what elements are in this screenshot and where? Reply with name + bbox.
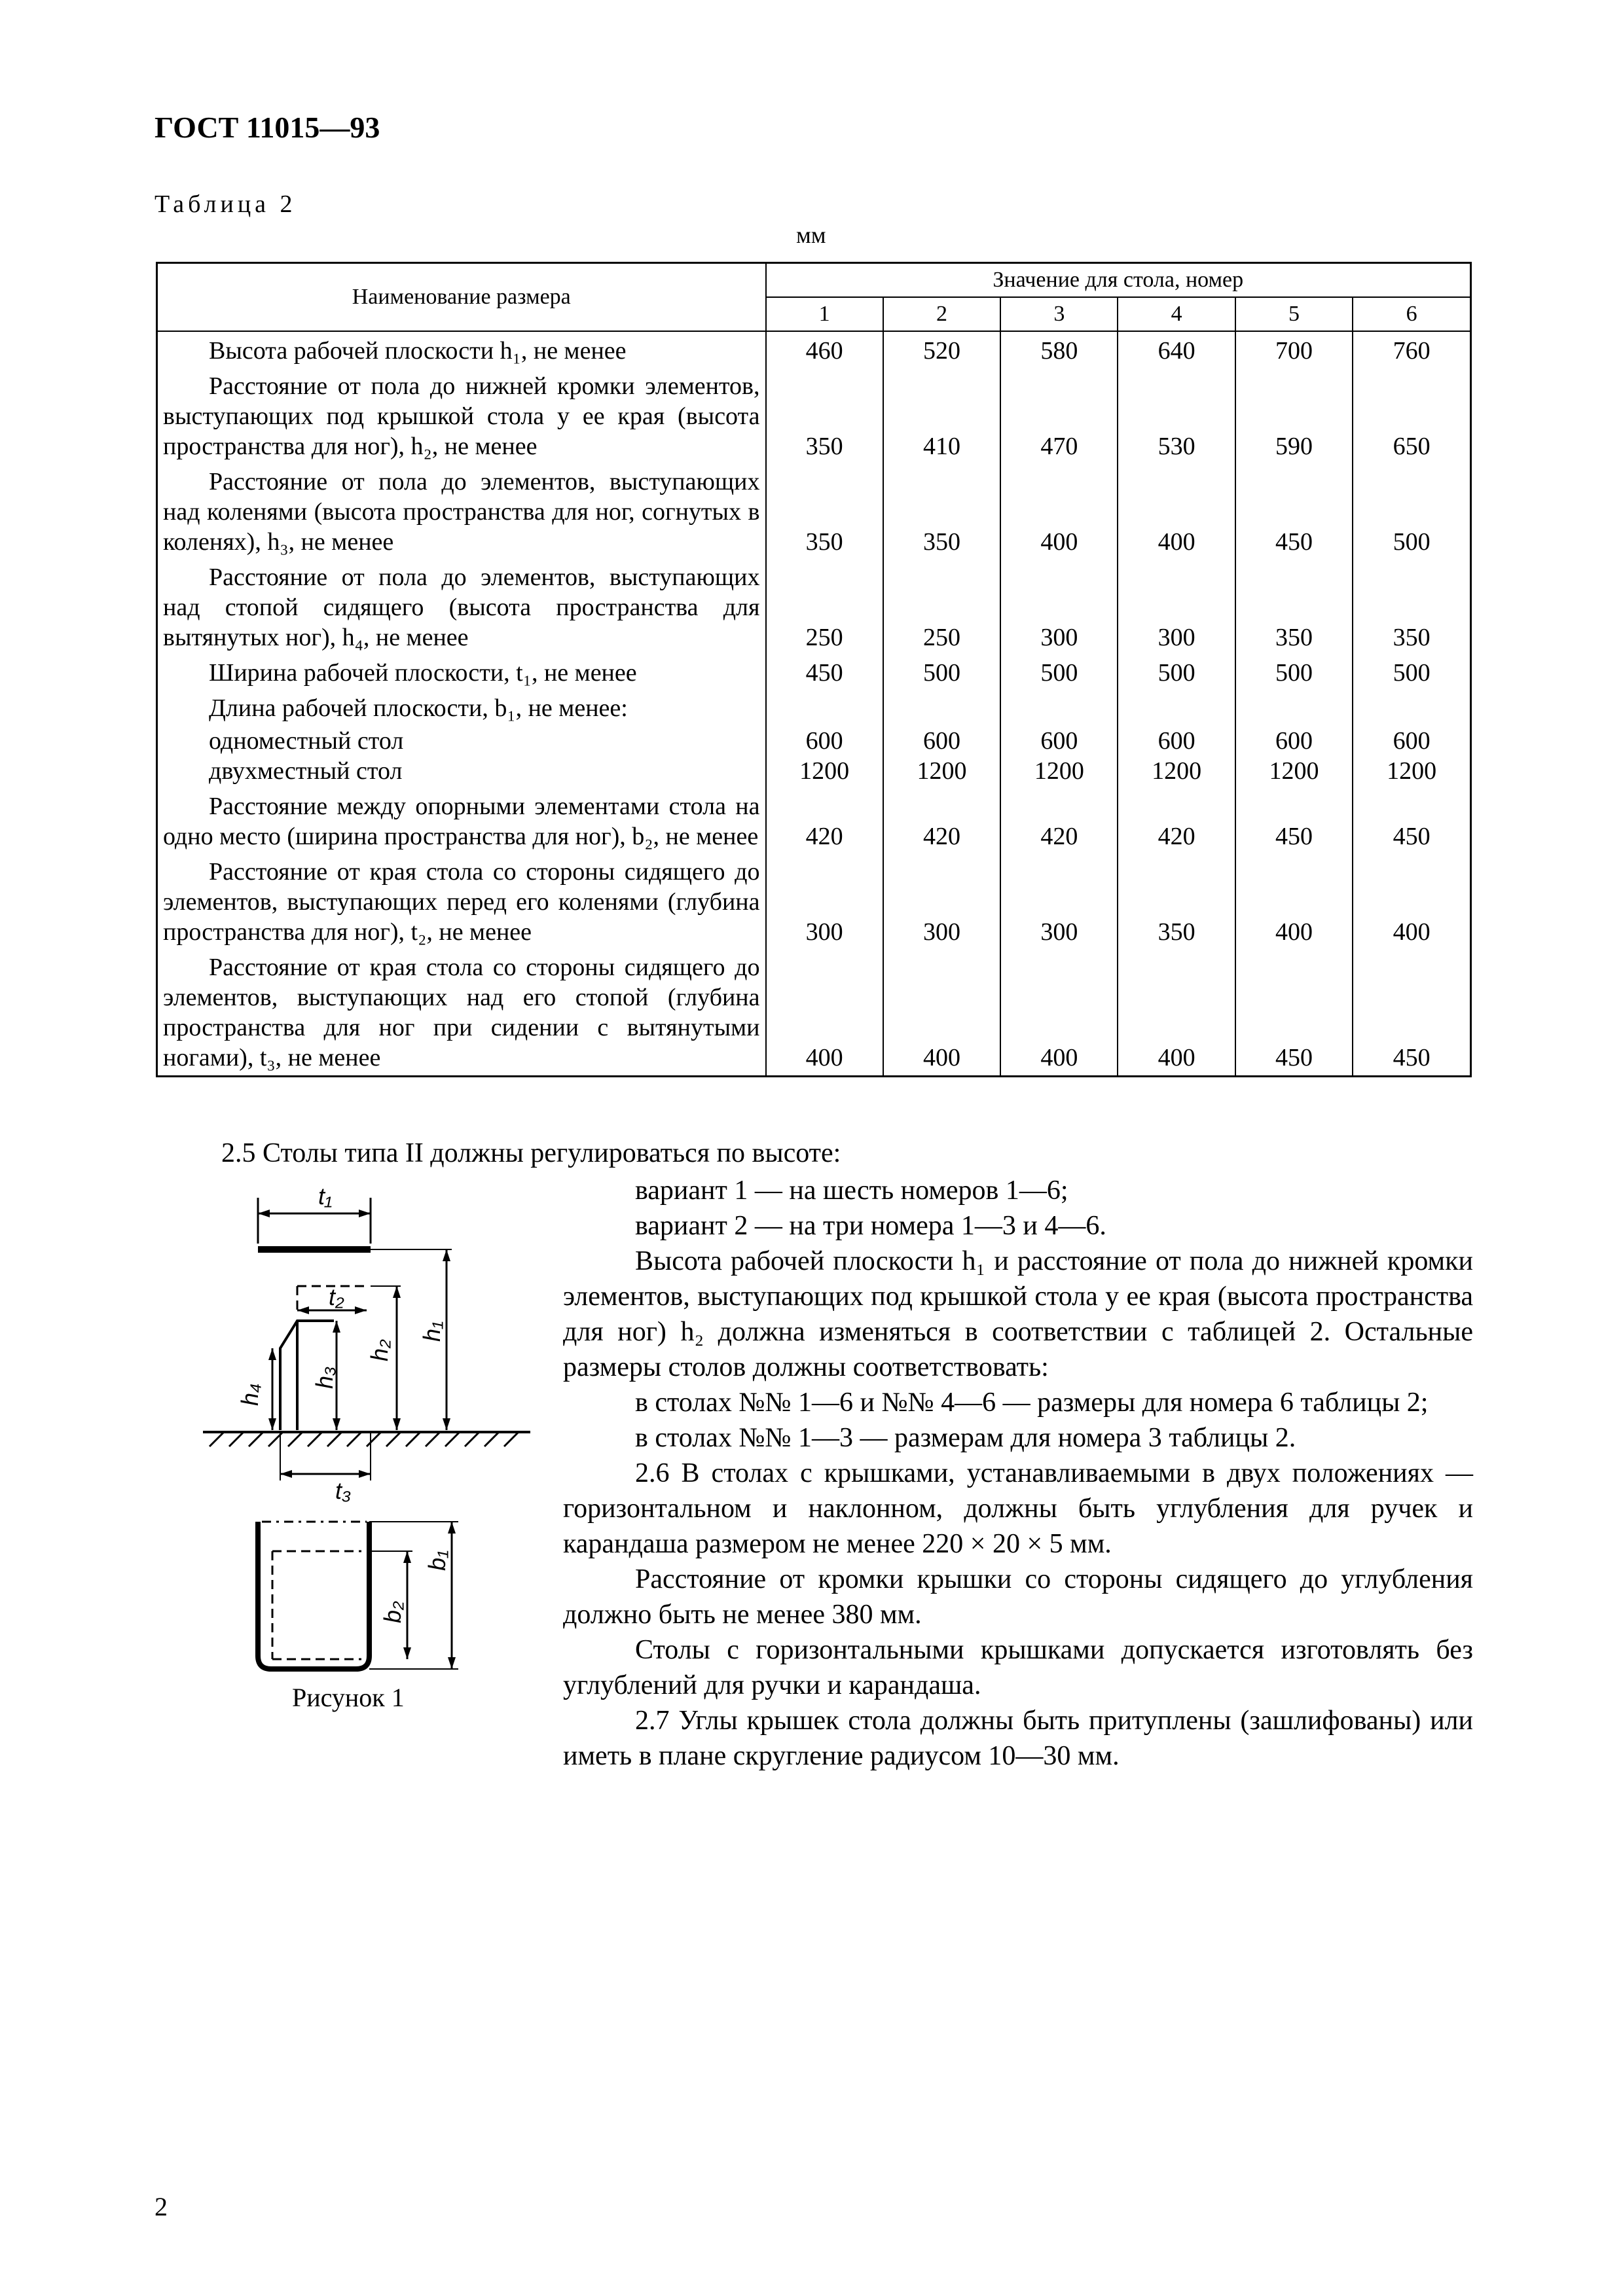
row-name: Расстояние от края стола со стороны сидящего до элементов, выступающих над его стопой (глубина пространства для ног при сидении с вытянутыми ногами), t₃, не менее	[157, 950, 766, 1077]
table-row	[157, 789, 1471, 854]
label-t3: t₃	[335, 1477, 352, 1504]
row-value: 590	[1235, 368, 1353, 464]
row-value: 350	[766, 464, 883, 560]
row-name: Высота рабочей плоскости h₁, не менее	[157, 331, 766, 368]
row-value: 450	[1353, 789, 1470, 854]
col-number: 3	[1000, 297, 1118, 331]
row-name: Длина рабочей плоскости, b₁, не менее:	[157, 691, 766, 723]
row-value: 350	[766, 368, 883, 464]
row-value: 250	[766, 560, 883, 655]
table-row	[157, 691, 1471, 723]
row-value: 400	[766, 950, 883, 1077]
label-b1: b₁	[424, 1550, 450, 1571]
table-row	[157, 756, 1471, 789]
col-header-name: Наименование размера	[157, 263, 766, 332]
row-value: 530	[1118, 368, 1235, 464]
row-value: 500	[1118, 655, 1235, 691]
row-value: 400	[1353, 854, 1470, 950]
row-value: 650	[1353, 368, 1470, 464]
row-value: 300	[766, 854, 883, 950]
col-number: 4	[1118, 297, 1235, 331]
col-number: 2	[883, 297, 1000, 331]
row-value: 1200	[766, 756, 883, 789]
row-value: 500	[1353, 655, 1470, 691]
row-name: Расстояние от пола до элементов, выступающих над коленями (высота пространства для ног, согнутых в коленях), h₃, не менее	[157, 464, 766, 560]
paragraph: Высота рабочей плоскости h₁ и расстояние от пола до нижней кромки элементов, выступающих под крышкой стола у ее края (высота пространства для ног) h₂ должна изменяться в соответствии с таблицей 2. Остальные размеры столов должны соответствовать:	[563, 1246, 1473, 1382]
dimensions-table	[156, 262, 1472, 1077]
row-value: 700	[1235, 331, 1353, 368]
paragraph: Расстояние от кромки крышки со стороны сидящего до углубления должно быть не менее 380 мм.	[563, 1564, 1473, 1630]
row-value: 420	[1118, 789, 1235, 854]
row-value: 250	[883, 560, 1000, 655]
paragraph: 2.6 В столах с крышками, устанавливаемыми в двух положениях — горизонтальном и наклонном, должны быть углубления для ручек и карандаша размером не менее 220 × 20 × 5 мм.	[563, 1458, 1473, 1559]
label-b2: b₂	[379, 1601, 406, 1623]
row-value: 1200	[883, 756, 1000, 789]
paragraph: Столы с горизонтальными крышками допускается изготовлять без углублений для ручки и карандаша.	[563, 1635, 1473, 1700]
row-name: одноместный стол	[157, 723, 766, 756]
row-value: 300	[1118, 560, 1235, 655]
table-unit: мм	[796, 222, 826, 248]
col-number: 1	[766, 297, 883, 331]
row-name: Расстояние между опорными элементами стола на одно место (ширина пространства для ног), b₂, не менее	[157, 789, 766, 854]
label-h3: h₃	[311, 1366, 338, 1389]
document-header: ГОСТ 11015—93	[155, 111, 380, 144]
paragraph-2-5: 2.5 Столы типа II должны регулироваться по высоте:	[221, 1138, 841, 1168]
row-name: Ширина рабочей плоскости, t₁, не менее	[157, 655, 766, 691]
row-value: 500	[883, 655, 1000, 691]
table-row	[157, 854, 1471, 950]
table-caption: Таблица 2	[155, 190, 297, 218]
row-value: 520	[883, 331, 1000, 368]
table-row	[157, 331, 1471, 368]
row-value: 410	[883, 368, 1000, 464]
paragraph: 2.7 Углы крышек стола должны быть притуплены (зашлифованы) или иметь в плане скругление радиусом 10—30 мм.	[563, 1706, 1473, 1771]
row-value: 400	[1118, 464, 1235, 560]
row-value	[1118, 691, 1235, 723]
row-value: 600	[1118, 723, 1235, 756]
row-name: Расстояние от края стола со стороны сидящего до элементов, выступающих перед его коленями (глубина пространства для ног), t₂, не менее	[157, 854, 766, 950]
row-value: 420	[883, 789, 1000, 854]
paragraph: в столах №№ 1—3 — размерам для номера 3 таблицы 2.	[635, 1423, 1296, 1453]
row-value: 400	[883, 950, 1000, 1077]
paragraph: вариант 2 — на три номера 1—3 и 4—6.	[635, 1211, 1106, 1241]
row-value: 420	[766, 789, 883, 854]
row-value	[1353, 691, 1470, 723]
row-value: 450	[1235, 950, 1353, 1077]
row-value: 1200	[1235, 756, 1353, 789]
row-value: 350	[1235, 560, 1353, 655]
table-row	[157, 723, 1471, 756]
figure-caption: Рисунок 1	[292, 1683, 405, 1712]
row-value: 600	[1000, 723, 1118, 756]
row-value: 400	[1000, 950, 1118, 1077]
label-h4: h₄	[236, 1383, 263, 1406]
row-value: 300	[1000, 854, 1118, 950]
section-text	[563, 1173, 1473, 1774]
row-value	[1235, 691, 1353, 723]
row-value: 450	[1235, 464, 1353, 560]
row-value: 600	[766, 723, 883, 756]
row-value: 500	[1000, 655, 1118, 691]
label-h2: h₂	[366, 1339, 393, 1361]
table-row	[157, 464, 1471, 560]
table-top-shape	[258, 1246, 371, 1253]
col-number: 5	[1235, 297, 1353, 331]
table-row	[157, 368, 1471, 464]
row-value: 450	[1353, 950, 1470, 1077]
row-value: 400	[1118, 950, 1235, 1077]
row-value: 420	[1000, 789, 1118, 854]
page-number: 2	[155, 2192, 168, 2221]
row-name: Расстояние от пола до элементов, выступающих над стопой сидящего (высота пространства для вытянутых ног), h₄, не менее	[157, 560, 766, 655]
row-value: 460	[766, 331, 883, 368]
row-value: 1200	[1353, 756, 1470, 789]
paragraph: в столах №№ 1—6 и №№ 4—6 — размеры для номера 6 таблицы 2;	[635, 1388, 1429, 1418]
row-value: 470	[1000, 368, 1118, 464]
col-number: 6	[1353, 297, 1470, 331]
row-value: 580	[1000, 331, 1118, 368]
row-value	[1000, 691, 1118, 723]
label-t2: t₂	[329, 1283, 344, 1310]
row-value	[766, 691, 883, 723]
table-row	[157, 560, 1471, 655]
row-name: Расстояние от пола до нижней кромки элементов, выступающих под крышкой стола у ее края (высота пространства для ног), h₂, не менее	[157, 368, 766, 464]
row-value: 450	[1235, 789, 1353, 854]
row-value	[883, 691, 1000, 723]
row-value: 640	[1118, 331, 1235, 368]
table-row	[157, 950, 1471, 1077]
row-value: 600	[1235, 723, 1353, 756]
row-value: 600	[1353, 723, 1470, 756]
row-value: 760	[1353, 331, 1470, 368]
col-header-group: Значение для стола, номер	[766, 263, 1471, 298]
row-value: 400	[1000, 464, 1118, 560]
row-value: 1200	[1118, 756, 1235, 789]
row-value: 450	[766, 655, 883, 691]
row-value: 350	[1118, 854, 1235, 950]
row-value: 1200	[1000, 756, 1118, 789]
row-value: 350	[1353, 560, 1470, 655]
row-value: 500	[1353, 464, 1470, 560]
table-row	[157, 655, 1471, 691]
row-name: двухместный стол	[157, 756, 766, 789]
plan-view-shape	[258, 1522, 369, 1669]
row-value: 600	[883, 723, 1000, 756]
row-value: 350	[883, 464, 1000, 560]
label-h1: h₁	[418, 1321, 445, 1342]
label-t1: t₁	[318, 1183, 333, 1210]
row-value: 400	[1235, 854, 1353, 950]
row-value: 300	[883, 854, 1000, 950]
row-value: 500	[1235, 655, 1353, 691]
row-value: 300	[1000, 560, 1118, 655]
paragraph: вариант 1 — на шесть номеров 1—6;	[635, 1175, 1068, 1206]
figure-1-drawing	[190, 1172, 556, 1682]
